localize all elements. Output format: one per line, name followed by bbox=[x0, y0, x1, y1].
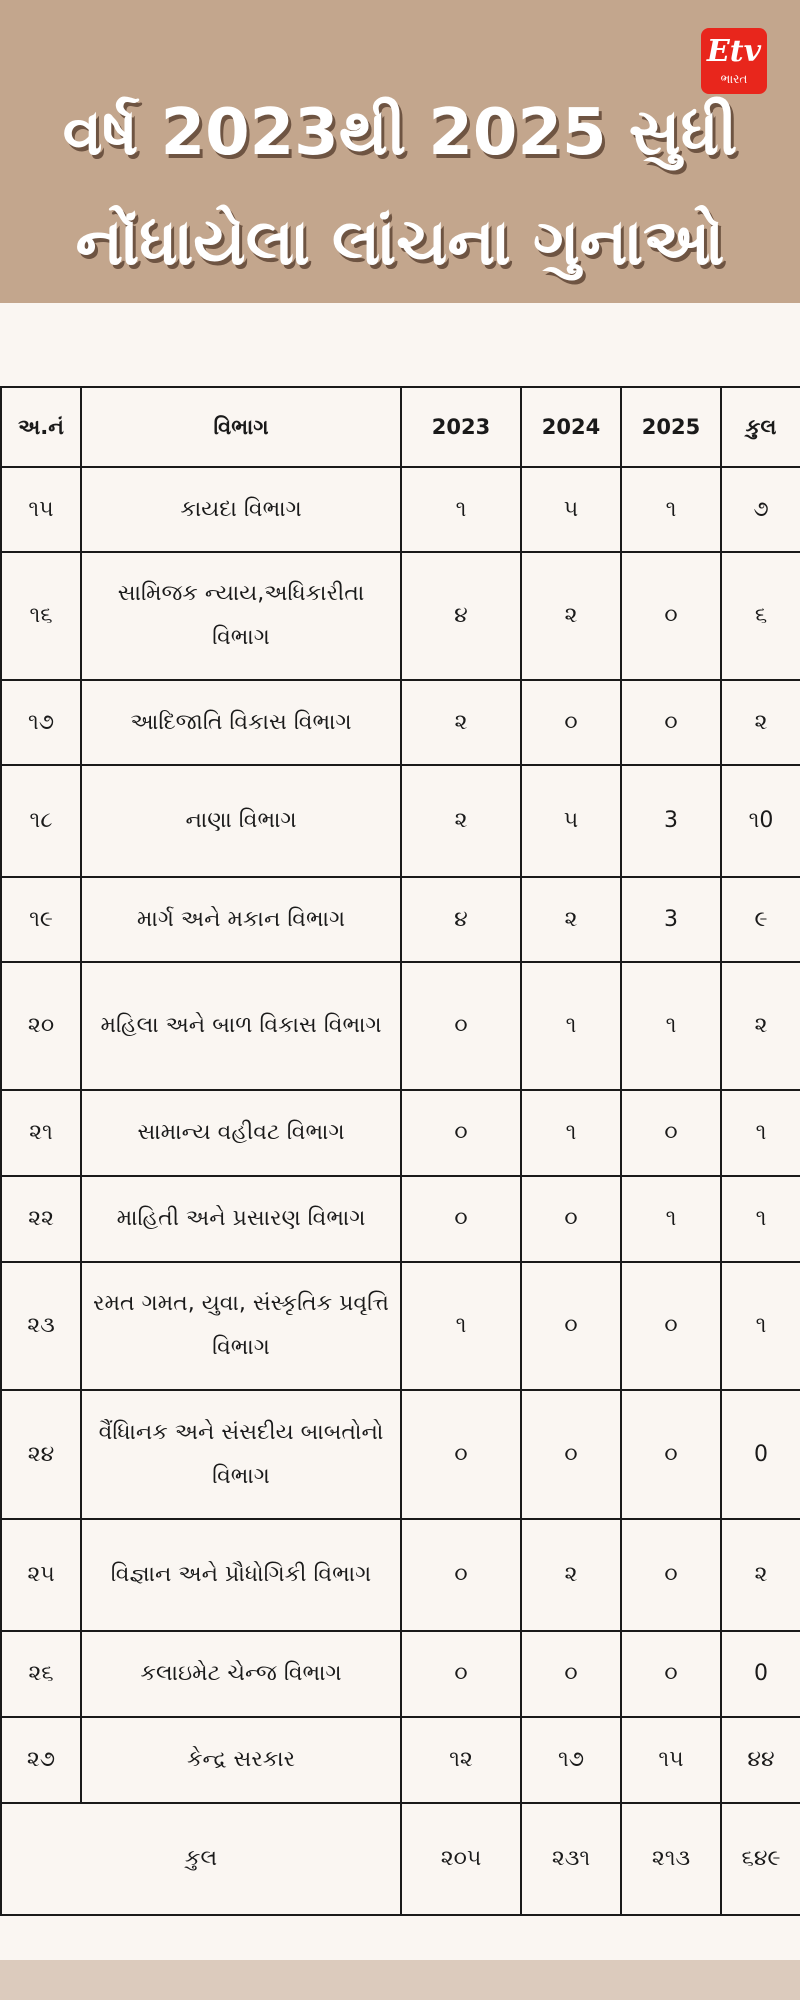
total-cell: ૧ bbox=[721, 1090, 800, 1176]
cases-2023-cell: ૦ bbox=[401, 1090, 521, 1176]
total-cell: ૪૪ bbox=[721, 1717, 800, 1803]
page-title bbox=[0, 78, 800, 298]
table-row bbox=[1, 1090, 800, 1176]
cases-2024-cell: ૦ bbox=[521, 1262, 621, 1390]
total-cell: 0 bbox=[721, 1631, 800, 1717]
department-cell: વૈંધાિનક અને સંસદીય બાબતોનો વિભાગ bbox=[81, 1390, 401, 1519]
cases-2025-cell: ૧ bbox=[621, 962, 721, 1090]
serial-cell: ૨૬ bbox=[1, 1631, 81, 1717]
cases-2025-cell: ૧ bbox=[621, 1176, 721, 1262]
cases-2024-cell: ૫ bbox=[521, 765, 621, 877]
cases-2025-cell: ૦ bbox=[621, 1631, 721, 1717]
cases-2024-cell: ૦ bbox=[521, 1631, 621, 1717]
serial-cell: ૧૭ bbox=[1, 680, 81, 765]
title-line-2: નોંધાયેલા લાંચના ગુનાઓ bbox=[75, 206, 725, 280]
total-cell: ૧ bbox=[721, 1176, 800, 1262]
department-cell: કાયદા વિભાગ bbox=[81, 467, 401, 552]
grand-total-2023: ૨૦૫ bbox=[401, 1803, 521, 1915]
cases-2025-cell: ૦ bbox=[621, 680, 721, 765]
cases-2024-cell: ૧૭ bbox=[521, 1717, 621, 1803]
bribery-cases-table bbox=[0, 386, 800, 1916]
cases-2025-cell: ૦ bbox=[621, 1519, 721, 1631]
cases-2025-cell: ૦ bbox=[621, 552, 721, 680]
department-cell: માહિતી અને પ્રસારણ વિભાગ bbox=[81, 1176, 401, 1262]
total-cell: ૯ bbox=[721, 877, 800, 962]
cases-2023-cell: ૦ bbox=[401, 1631, 521, 1717]
cases-2023-cell: ૧ bbox=[401, 467, 521, 552]
table-row bbox=[1, 1176, 800, 1262]
department-cell: સામાન્ય વહીવટ વિભાગ bbox=[81, 1090, 401, 1176]
grand-total-2025: ૨૧૩ bbox=[621, 1803, 721, 1915]
cases-2024-cell: ૫ bbox=[521, 467, 621, 552]
serial-cell: ૨૧ bbox=[1, 1090, 81, 1176]
cases-2024-cell: ૨ bbox=[521, 877, 621, 962]
department-cell: નાણા વિભાગ bbox=[81, 765, 401, 877]
footer-band bbox=[0, 1960, 800, 2000]
cases-2024-cell: ૨ bbox=[521, 552, 621, 680]
cases-2024-cell: ૧ bbox=[521, 1090, 621, 1176]
cases-2023-cell: ૦ bbox=[401, 1390, 521, 1519]
table-header-row bbox=[1, 387, 800, 467]
serial-cell: ૧૯ bbox=[1, 877, 81, 962]
department-cell: સામિજક ન્યાય,અધિકારીતા વિભાગ bbox=[81, 552, 401, 680]
serial-cell: ૨૫ bbox=[1, 1519, 81, 1631]
serial-cell: ૧૮ bbox=[1, 765, 81, 877]
cases-2023-cell: ૧૨ bbox=[401, 1717, 521, 1803]
cases-2023-cell: ૨ bbox=[401, 680, 521, 765]
col-header-total: કુલ bbox=[721, 387, 800, 467]
table-row bbox=[1, 467, 800, 552]
cases-2025-cell: 3 bbox=[621, 765, 721, 877]
grand-total-row bbox=[1, 1803, 800, 1915]
col-header-2025: 2025 bbox=[621, 387, 721, 467]
total-cell: ૨ bbox=[721, 1519, 800, 1631]
cases-2024-cell: ૦ bbox=[521, 1176, 621, 1262]
serial-cell: ૨૨ bbox=[1, 1176, 81, 1262]
total-cell: ૬ bbox=[721, 552, 800, 680]
serial-cell: ૨૩ bbox=[1, 1262, 81, 1390]
cases-2025-cell: ૦ bbox=[621, 1090, 721, 1176]
grand-total-sum: ૬૪૯ bbox=[721, 1803, 800, 1915]
cases-2025-cell: ૧ bbox=[621, 467, 721, 552]
grand-total-label: કુલ bbox=[1, 1803, 401, 1915]
department-cell: કેન્દ્ર સરકાર bbox=[81, 1717, 401, 1803]
header-banner bbox=[0, 0, 800, 303]
department-cell: વિજ્ઞાન અને પ્રૌધોગિકી વિભાગ bbox=[81, 1519, 401, 1631]
serial-cell: ૨૦ bbox=[1, 962, 81, 1090]
table-row bbox=[1, 1519, 800, 1631]
serial-cell: ૧૬ bbox=[1, 552, 81, 680]
cases-2023-cell: ૪ bbox=[401, 552, 521, 680]
cases-2023-cell: ૨ bbox=[401, 765, 521, 877]
col-header-department: વિભાગ bbox=[81, 387, 401, 467]
department-cell: કલાઇમેટ ચેન્જ વિભાગ bbox=[81, 1631, 401, 1717]
table-row bbox=[1, 1631, 800, 1717]
cases-2023-cell: ૧ bbox=[401, 1262, 521, 1390]
cases-2023-cell: ૦ bbox=[401, 962, 521, 1090]
col-header-2024: 2024 bbox=[521, 387, 621, 467]
cases-2023-cell: ૪ bbox=[401, 877, 521, 962]
cases-2024-cell: ૦ bbox=[521, 680, 621, 765]
col-header-2023: 2023 bbox=[401, 387, 521, 467]
department-cell: માર્ગ અને મકાન વિભાગ bbox=[81, 877, 401, 962]
table-row bbox=[1, 680, 800, 765]
cases-2025-cell: ૧૫ bbox=[621, 1717, 721, 1803]
department-cell: મહિલા અને બાળ વિકાસ વિભાગ bbox=[81, 962, 401, 1090]
etv-bharat-logo bbox=[701, 28, 767, 94]
title-line-1: વર્ષ 2023થી 2025 સુધી bbox=[62, 96, 738, 170]
table-row bbox=[1, 765, 800, 877]
total-cell: ૧ bbox=[721, 1262, 800, 1390]
department-cell: રમત ગમત, યુવા, સંસ્કૃતિક પ્રવૃત્તિ વિભાગ bbox=[81, 1262, 401, 1390]
grand-total-2024: ૨૩૧ bbox=[521, 1803, 621, 1915]
cases-2023-cell: ૦ bbox=[401, 1519, 521, 1631]
cases-2023-cell: ૦ bbox=[401, 1176, 521, 1262]
col-header-serial: અ.નં bbox=[1, 387, 81, 467]
serial-cell: ૧૫ bbox=[1, 467, 81, 552]
cases-2025-cell: ૦ bbox=[621, 1262, 721, 1390]
logo-mark: Etv bbox=[706, 34, 762, 69]
total-cell: ૨ bbox=[721, 962, 800, 1090]
table-row bbox=[1, 552, 800, 680]
cases-2024-cell: ૧ bbox=[521, 962, 621, 1090]
total-cell: ૧0 bbox=[721, 765, 800, 877]
table-row bbox=[1, 1717, 800, 1803]
table-row bbox=[1, 1390, 800, 1519]
cases-2025-cell: ૦ bbox=[621, 1390, 721, 1519]
cases-2024-cell: ૨ bbox=[521, 1519, 621, 1631]
table-row bbox=[1, 1262, 800, 1390]
table-row bbox=[1, 877, 800, 962]
cases-2025-cell: 3 bbox=[621, 877, 721, 962]
serial-cell: ૨૭ bbox=[1, 1717, 81, 1803]
total-cell: 0 bbox=[721, 1390, 800, 1519]
total-cell: ૭ bbox=[721, 467, 800, 552]
department-cell: આદિજાતિ વિકાસ વિભાગ bbox=[81, 680, 401, 765]
total-cell: ૨ bbox=[721, 680, 800, 765]
serial-cell: ૨૪ bbox=[1, 1390, 81, 1519]
table-row bbox=[1, 962, 800, 1090]
logo-subtext: ભારત bbox=[720, 72, 748, 86]
cases-2024-cell: ૦ bbox=[521, 1390, 621, 1519]
